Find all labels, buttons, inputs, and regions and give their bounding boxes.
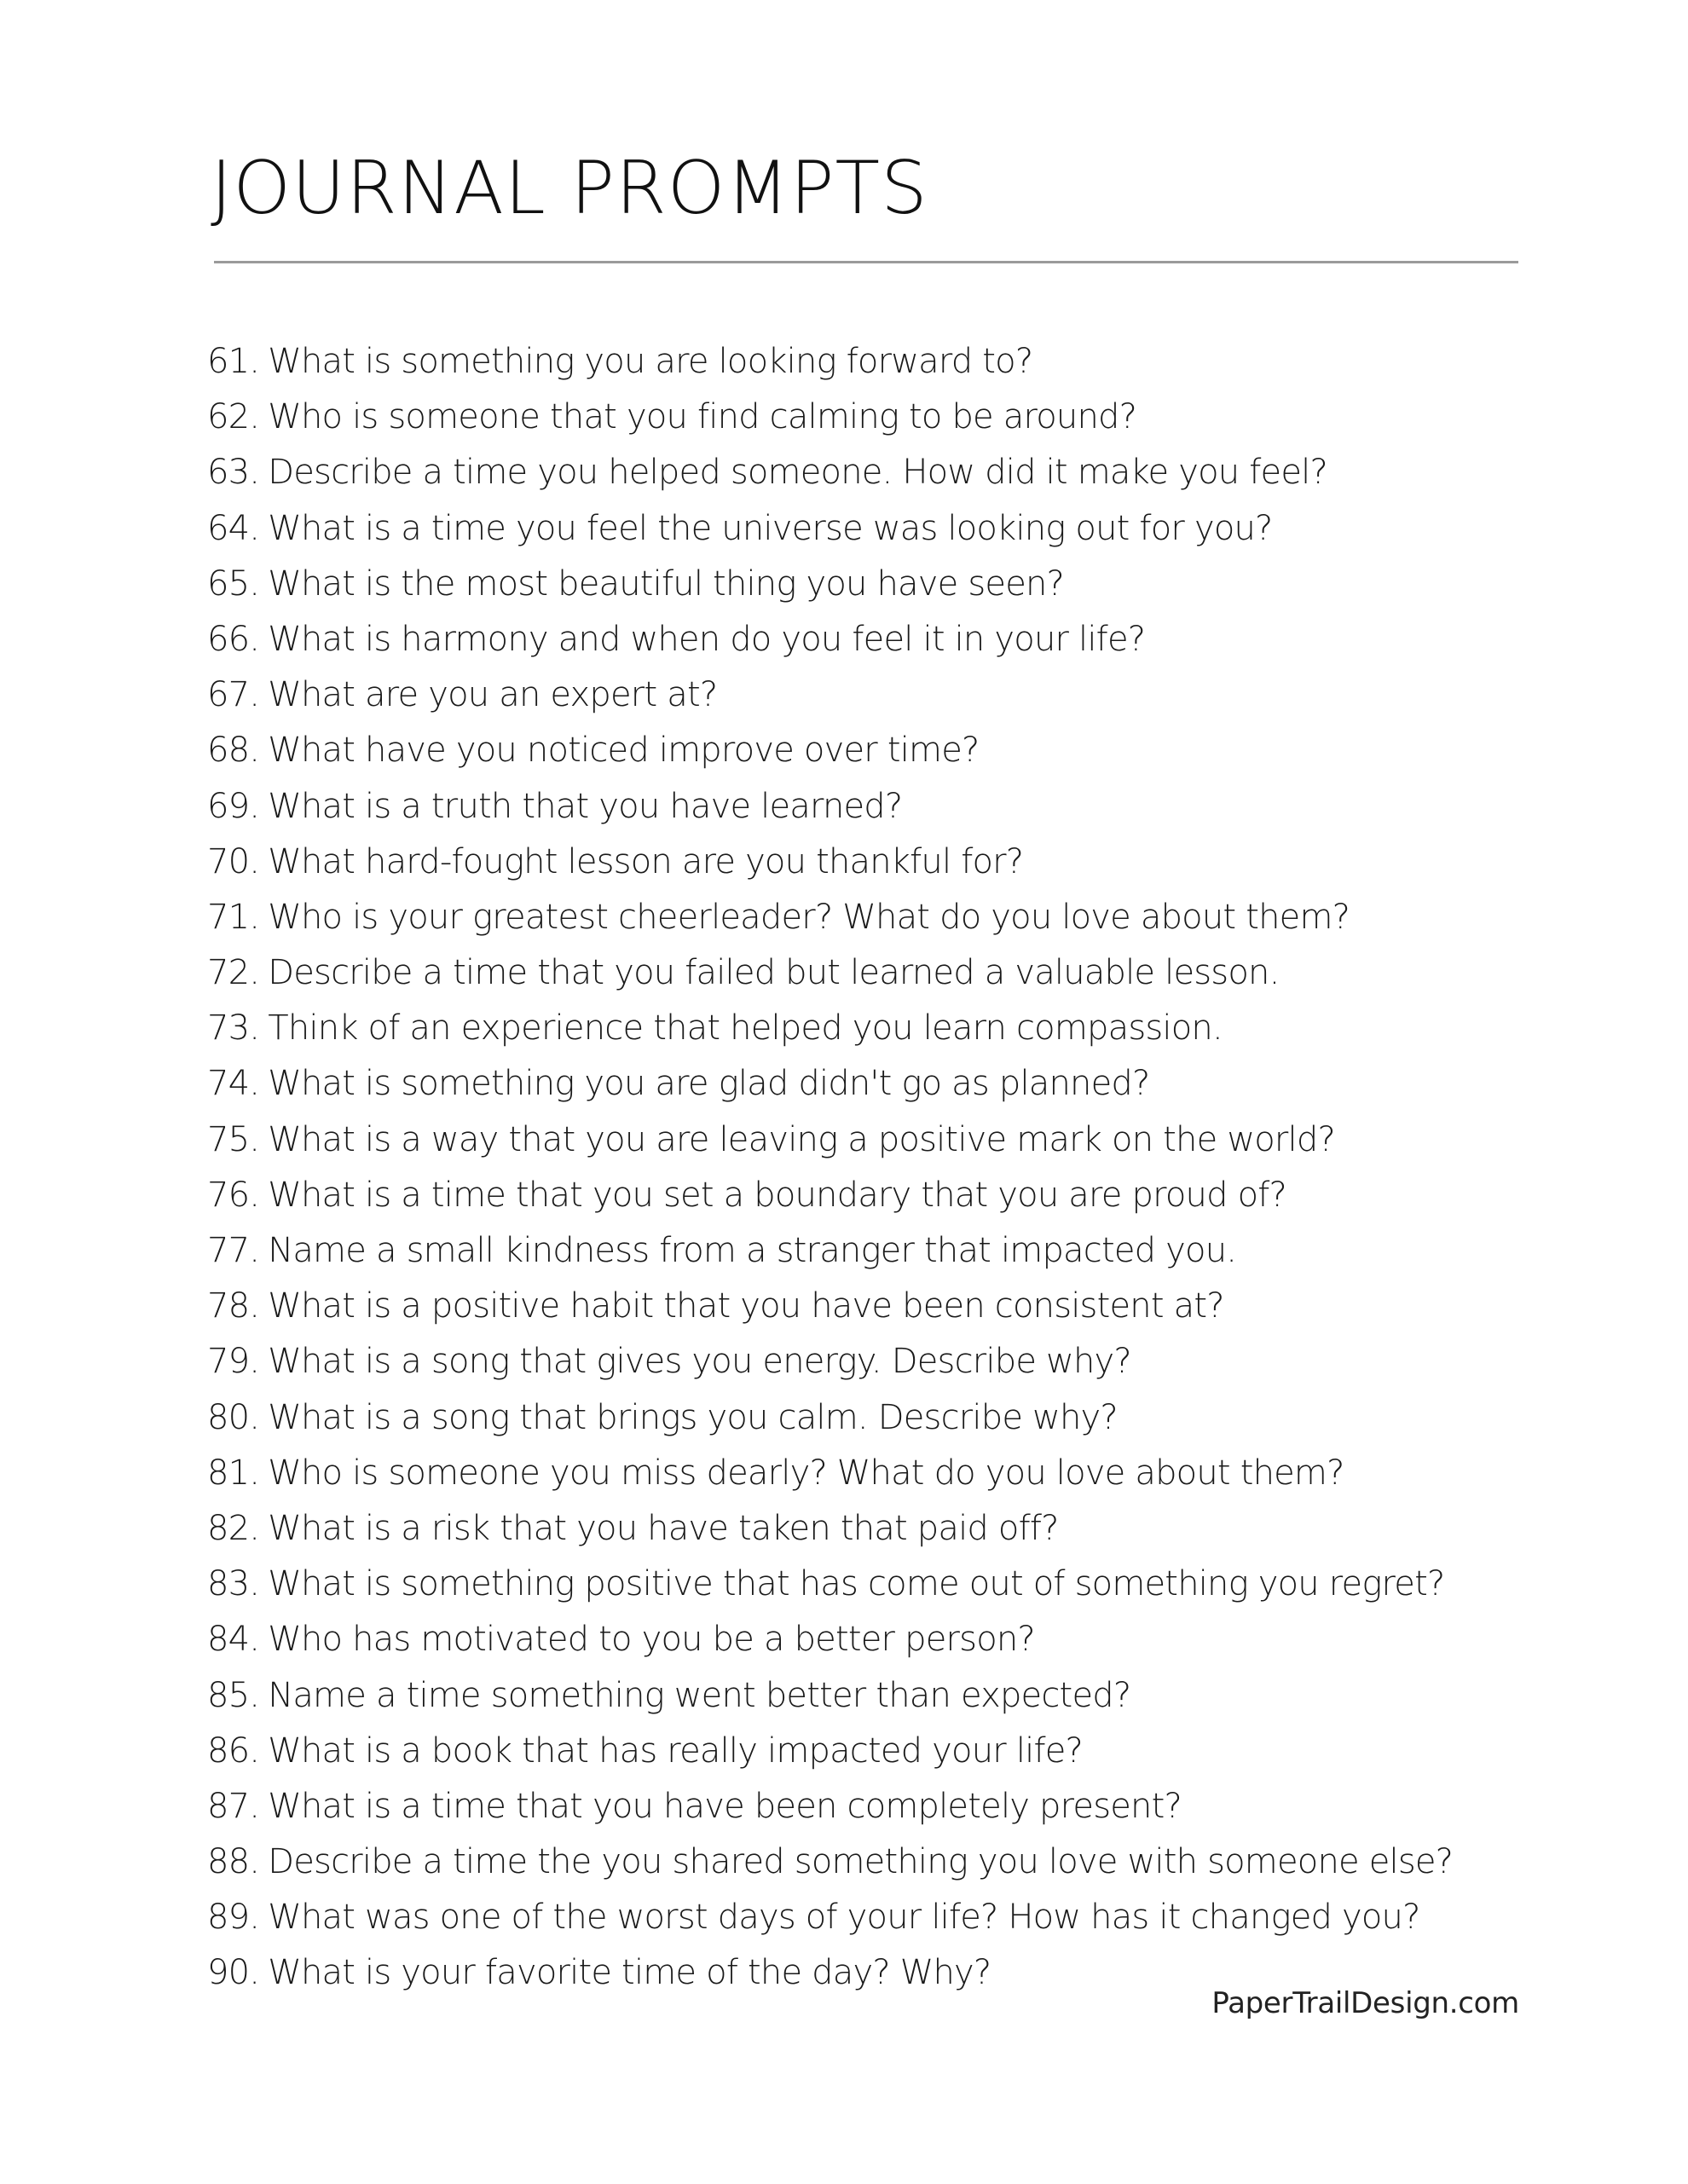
- prompt-item: [207, 1890, 1571, 1945]
- prompt-text: What is a truth that you have learned?: [268, 786, 903, 826]
- prompt-item: [207, 1834, 1571, 1890]
- prompt-text: What is something positive that has come out of something you regret?: [268, 1564, 1445, 1604]
- prompt-number: 77.: [207, 1231, 260, 1270]
- prompt-item: [207, 1390, 1571, 1446]
- prompt-text: What is a song that brings you calm. Describe why?: [268, 1397, 1118, 1437]
- prompt-text: Who is someone that you find calming to be around?: [268, 397, 1137, 437]
- prompt-number: 69.: [207, 786, 260, 826]
- prompt-number: 66.: [207, 619, 260, 659]
- prompt-text: What is harmony and when do you feel it in your life?: [268, 619, 1146, 659]
- prompt-number: 70.: [207, 841, 260, 881]
- prompt-number: 63.: [207, 453, 260, 493]
- footer-url: PaperTrailDesign.com: [1211, 1986, 1519, 2020]
- prompt-text: What is a positive habit that you have been consistent at?: [268, 1286, 1224, 1326]
- prompt-number: 88.: [207, 1842, 260, 1882]
- prompt-item: [207, 1223, 1571, 1279]
- prompt-number: 83.: [207, 1564, 260, 1604]
- prompt-item: [207, 835, 1571, 890]
- prompt-number: 65.: [207, 563, 260, 604]
- prompt-item: [207, 1557, 1571, 1612]
- prompt-item: [207, 723, 1571, 778]
- prompt-number: 72.: [207, 953, 260, 993]
- prompt-text: Name a small kindness from a stranger that impacted you.: [268, 1231, 1237, 1270]
- prompt-item: [207, 1446, 1571, 1501]
- prompt-item: [207, 501, 1571, 557]
- prompt-number: 85.: [207, 1675, 260, 1715]
- prompt-item: [207, 1612, 1571, 1667]
- prompt-text: What is a risk that you have taken that paid off?: [268, 1508, 1059, 1548]
- prompt-number: 79.: [207, 1342, 260, 1382]
- prompt-text: What have you noticed improve over time?: [268, 731, 980, 771]
- prompt-text: Describe a time the you shared something you love with someone else?: [268, 1842, 1454, 1882]
- prompt-text: What is a time that you set a boundary that you are proud of?: [268, 1175, 1286, 1215]
- prompt-text: Think of an experience that helped you learn compassion.: [268, 1008, 1223, 1049]
- prompt-text: What hard-fought lesson are you thankful for?: [268, 841, 1024, 881]
- prompt-number: 87.: [207, 1786, 260, 1826]
- prompt-number: 61.: [207, 342, 260, 381]
- prompt-text: Who is your greatest cheerleader? What do you love about them?: [268, 897, 1350, 937]
- prompt-text: Who is someone you miss dearly? What do you love about them?: [268, 1453, 1344, 1493]
- prompt-text: Who has motivated to you be a better person?: [268, 1620, 1035, 1660]
- prompt-item: [207, 390, 1571, 445]
- prompt-number: 73.: [207, 1008, 260, 1049]
- prompt-number: 67.: [207, 675, 260, 715]
- page-title: JOURNAL PROMPTS: [211, 146, 928, 231]
- prompt-text: Describe a time that you failed but learned a valuable lesson.: [268, 953, 1280, 993]
- prompt-number: 64.: [207, 508, 260, 548]
- prompt-item: [207, 667, 1571, 723]
- prompt-text: What was one of the worst days of your life? How has it changed you?: [268, 1898, 1420, 1938]
- prompt-item: [207, 779, 1571, 835]
- prompt-number: 75.: [207, 1119, 260, 1159]
- prompt-text: What is something you are glad didn't go as planned?: [268, 1064, 1150, 1104]
- prompt-list: [207, 334, 1571, 2002]
- prompt-number: 86.: [207, 1730, 260, 1771]
- prompt-number: 74.: [207, 1064, 260, 1104]
- prompt-item: [207, 1279, 1571, 1334]
- prompt-item: [207, 445, 1571, 500]
- prompt-item: [207, 1056, 1571, 1112]
- prompt-number: 68.: [207, 731, 260, 771]
- prompt-number: 62.: [207, 397, 260, 437]
- prompt-text: Name a time something went better than expected?: [268, 1675, 1131, 1715]
- prompt-number: 78.: [207, 1286, 260, 1326]
- prompt-text: What is a time you feel the universe was looking out for you?: [268, 508, 1273, 548]
- prompt-text: What is your favorite time of the day? Why?: [268, 1953, 991, 1993]
- prompt-item: [207, 1334, 1571, 1390]
- prompt-number: 71.: [207, 897, 260, 937]
- prompt-item: [207, 945, 1571, 1001]
- prompt-item: [207, 1724, 1571, 1779]
- title-divider: [214, 261, 1518, 263]
- prompt-number: 89.: [207, 1898, 260, 1938]
- prompt-item: [207, 1112, 1571, 1168]
- prompt-item: [207, 612, 1571, 667]
- prompt-number: 81.: [207, 1453, 260, 1493]
- prompt-item: [207, 557, 1571, 612]
- prompt-item: [207, 890, 1571, 945]
- prompt-number: 82.: [207, 1508, 260, 1548]
- prompt-number: 84.: [207, 1620, 260, 1660]
- prompt-item: [207, 1168, 1571, 1223]
- prompt-item: [207, 1668, 1571, 1724]
- prompt-item: [207, 334, 1571, 390]
- prompt-text: Describe a time you helped someone. How did it make you feel?: [268, 453, 1327, 493]
- prompt-number: 76.: [207, 1175, 260, 1215]
- prompt-number: 80.: [207, 1397, 260, 1437]
- prompt-number: 90.: [207, 1953, 260, 1993]
- prompt-item: [207, 1001, 1571, 1056]
- prompt-item: [207, 1501, 1571, 1557]
- prompt-text: What is a time that you have been completely present?: [268, 1786, 1182, 1826]
- prompt-text: What is something you are looking forward to?: [268, 342, 1033, 381]
- prompt-text: What is a way that you are leaving a positive mark on the world?: [268, 1119, 1335, 1159]
- prompt-text: What are you an expert at?: [268, 675, 718, 715]
- prompt-text: What is a book that has really impacted your life?: [268, 1730, 1083, 1771]
- prompt-item: [207, 1779, 1571, 1834]
- prompt-text: What is a song that gives you energy. Describe why?: [268, 1342, 1131, 1382]
- prompt-text: What is the most beautiful thing you have seen?: [268, 563, 1064, 604]
